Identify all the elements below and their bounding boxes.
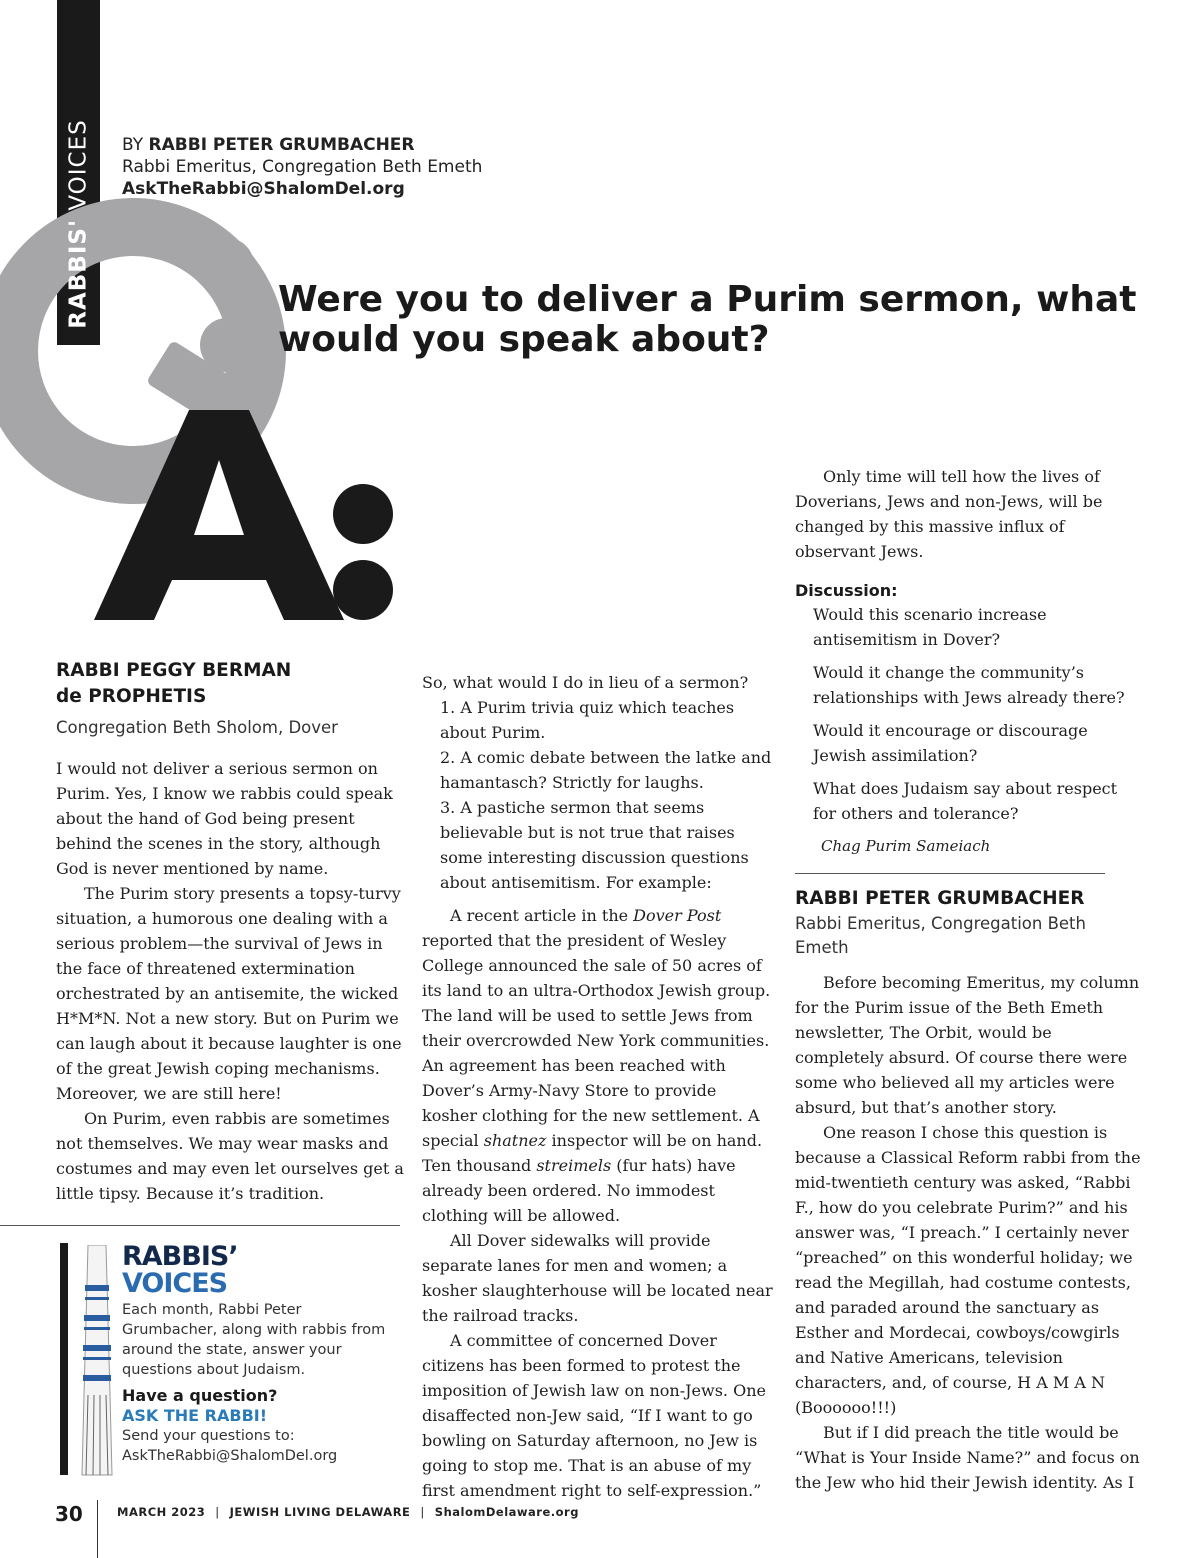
byline: BY RABBI PETER GRUMBACHER Rabbi Emeritus, Congregation Beth Emeth AskTheRabbi@ShalomDel.org <box>122 135 483 199</box>
footer-publication: JEWISH LIVING DELAWARE <box>229 1505 411 1519</box>
column-3 <box>795 464 1145 1495</box>
byline-email[interactable]: AskTheRabbi@ShalomDel.org <box>122 179 405 199</box>
a-colon-bottom-icon <box>333 560 393 620</box>
byline-title: Rabbi Emeritus, Congregation Beth Emeth <box>122 157 483 177</box>
paragraph: Before becoming Emeritus, my column for the Purim issue of the Beth Emeth newsletter, The Orbit, would be completely absurd. Of course there were some who believed all my articles were absurd, but that’s another story. <box>795 973 1140 1117</box>
signoff: Chag Purim Sameiach <box>821 837 991 855</box>
paragraph: The Purim story presents a topsy-turvy situation, a humorous one dealing with a serious problem—the survival of Jews in the face of threatened extermination orchestrated by an antisemite, the wicked H*M*N. Not a new story. But on Purim we can laugh about it because laughter is one of the great Jewish coping mechanisms. Moreover, we are still here! <box>56 884 402 1103</box>
paragraph: One reason I chose this question is because a Classical Reform rabbi from the mid-twentieth century was asked, “Rabbi F., how do you celebrate Purim?” and his answer was, “I preach.” I certainly never “preached” on this wonderful holiday; we read the Megillah, had costume contests, and paraded around the sanctuary as Esther and Mordecai, cowboys/cowgirls and Native Americans, television characters, and, of course, H A M A N (Boooooo!!!) <box>795 1123 1141 1417</box>
list-item: 3. A pastiche sermon that seems believable but is not true that raises some interesting discussion questions about antisemitism. For example: <box>440 798 749 892</box>
promo-email[interactable]: AskTheRabbi@ShalomDel.org <box>122 1448 338 1464</box>
byline-author: RABBI PETER GRUMBACHER <box>148 135 415 155</box>
author-congregation: Congregation Beth Sholom, Dover <box>56 718 338 737</box>
paragraph: Only time will tell how the lives of Doverians, Jews and non-Jews, will be changed by this massive influx of observant Jews. <box>795 467 1103 561</box>
discussion-label: Discussion: <box>795 581 898 600</box>
q-colon-bottom-icon <box>200 318 254 372</box>
promo-description: Each month, Rabbi Peter Grumbacher, along with rabbis from around the state, answer your questions about Judaism. <box>122 1302 386 1378</box>
a-colon-top-icon <box>333 484 393 544</box>
list-item: 2. A comic debate between the latke and hamantasch? Strictly for laughs. <box>440 748 772 792</box>
promo-title: RABBIS’ VOICES <box>122 1241 238 1299</box>
promo-send-label: Send your questions to: <box>122 1428 295 1444</box>
list-item: 1. A Purim trivia quiz which teaches about Purim. <box>440 698 735 742</box>
author-name: RABBI PETER GRUMBACHER <box>795 888 1085 909</box>
column-1 <box>56 658 406 1206</box>
paragraph: I would not deliver a serious sermon on Purim. Yes, I know we rabbis could speak about the hand of God being present behind the scenes in the story, although God is never mentioned by name. <box>56 759 393 878</box>
page-number: 30 <box>55 1502 83 1526</box>
divider <box>0 1225 400 1226</box>
column-2 <box>422 670 774 1503</box>
question-heading: Were you to deliver a Purim sermon, what would you speak about? <box>278 279 1137 360</box>
paragraph: On Purim, even rabbis are sometimes not themselves. We may wear masks and costumes and may even let ourselves get a little tipsy. Because it’s tradition. <box>56 1109 404 1203</box>
footer-divider <box>97 1500 98 1558</box>
a-letter-icon <box>94 410 344 620</box>
author-title: Rabbi Emeritus, Congregation Beth Emeth <box>795 914 1086 957</box>
discussion-item: Would this scenario increase antisemitism in Dover? <box>813 605 1047 649</box>
author-name-1: RABBI PEGGY BERMAN <box>56 660 292 681</box>
paragraph: But if I did preach the title would be “What is Your Inside Name?” and focus on the Jew who hid their Jewish identity. As I <box>795 1423 1140 1492</box>
discussion-item: Would it change the community’s relationships with Jews already there? <box>813 663 1125 707</box>
footer-text: MARCH 2023 | JEWISH LIVING DELAWARE | ShalomDelaware.org <box>117 1505 579 1519</box>
divider <box>795 873 1105 874</box>
promo-question: Have a question? <box>122 1386 278 1405</box>
paragraph: A committee of concerned Dover citizens has been formed to protest the imposition of Jewish law on non-Jews. One disaffected non-Jew said, “If I want to go bowling on Saturday afternoon, no Jew is going to stop me. That is an abuse of my first amendment right to self-expression.” <box>422 1331 766 1500</box>
promo-text <box>122 1300 392 1466</box>
footer-issue: MARCH 2023 <box>117 1505 206 1519</box>
discussion-item: Would it encourage or discourage Jewish assimilation? <box>813 721 1088 765</box>
promo-bar <box>60 1243 68 1475</box>
discussion-item: What does Judaism say about respect for others and tolerance? <box>813 779 1118 823</box>
footer-website[interactable]: ShalomDelaware.org <box>434 1505 579 1519</box>
paragraph: A recent article in the Dover Post reported that the president of Wesley College announced the sale of 50 acres of its land to an ultra-Orthodox Jewish group. The land will be used to settle Jews from their overcrowded New York communities. An agreement has been reached with Dover’s Army-Navy Store to provide kosher clothing for the new settlement. A special shatnez inspector will be on hand. Ten thousand streimels (fur hats) have already been ordered. No immodest clothing will be allowed. <box>422 906 771 1225</box>
paragraph: All Dover sidewalks will provide separate lanes for men and women; a kosher slaughterhouse will be located near the railroad tracks. <box>422 1231 773 1325</box>
q-colon-top-icon <box>200 238 254 292</box>
author-name-2: de PROPHETIS <box>56 686 207 707</box>
tallit-icon <box>80 1245 114 1480</box>
paragraph: So, what would I do in lieu of a sermon? <box>422 673 749 692</box>
section-tab-label: RABBIS' VOICES <box>65 119 92 329</box>
ask-the-rabbi-link[interactable]: ASK THE RABBI! <box>122 1406 268 1425</box>
